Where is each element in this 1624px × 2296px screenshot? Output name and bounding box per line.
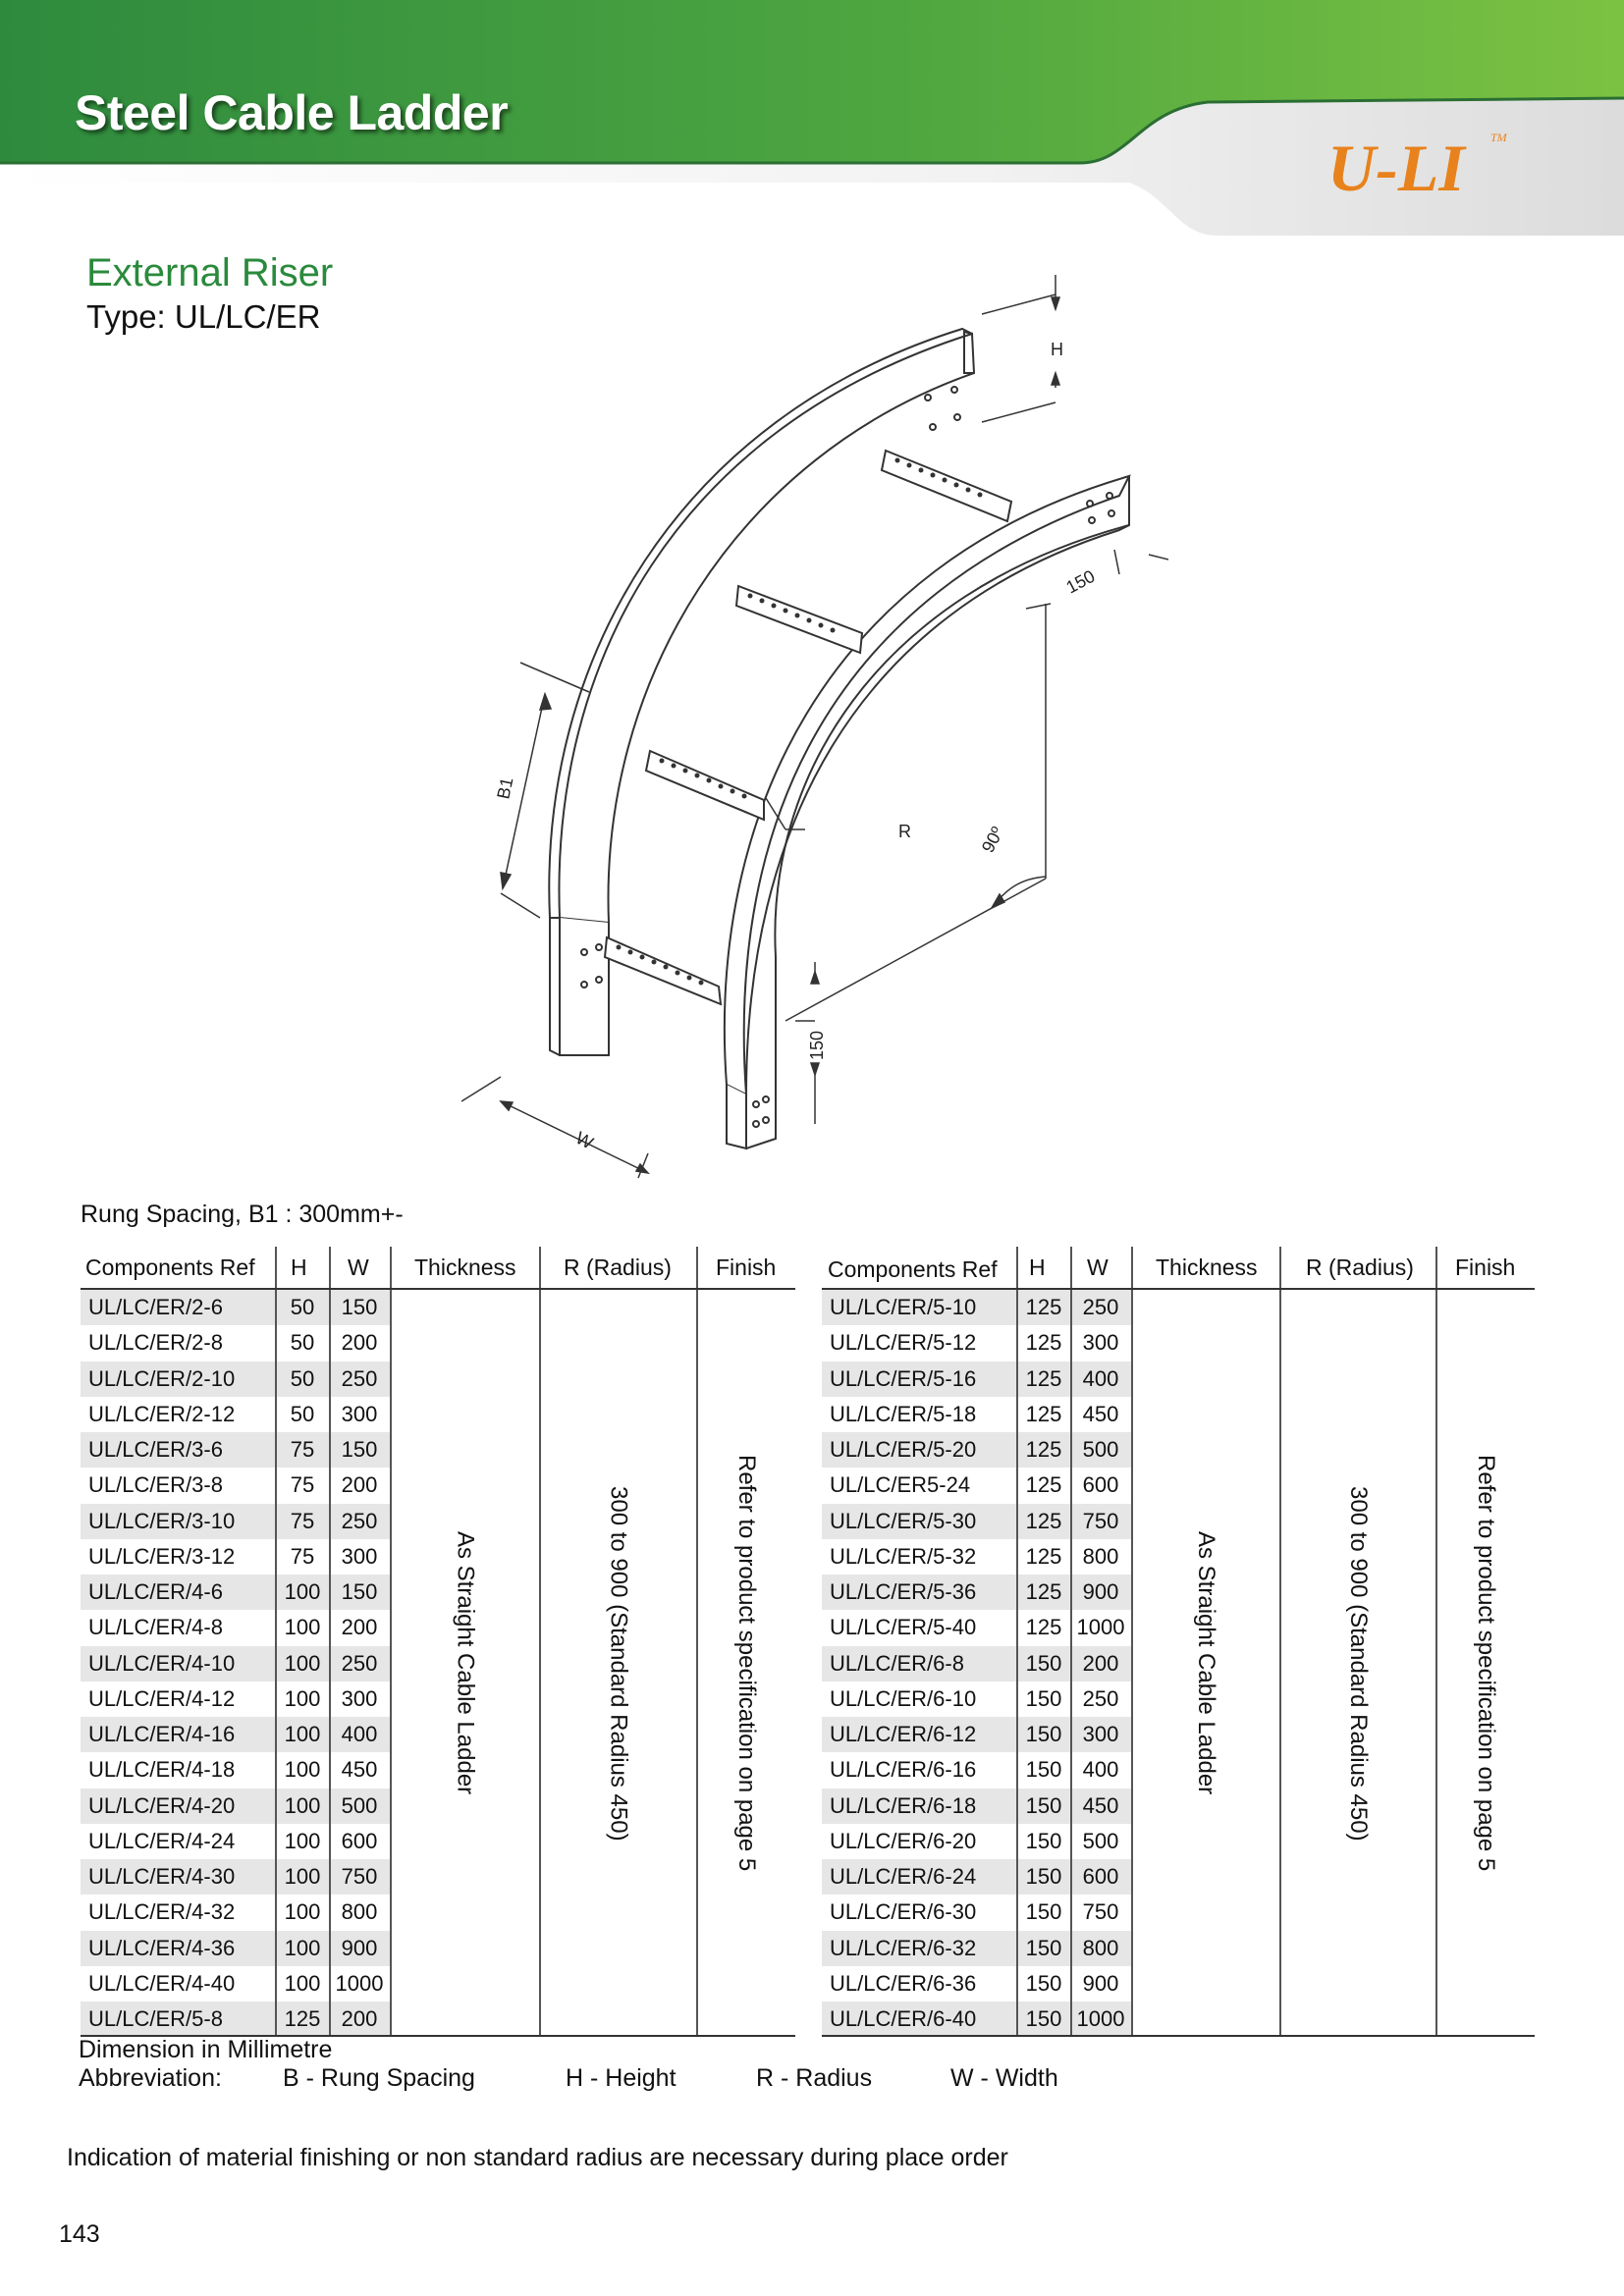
height-cell: 100	[284, 1828, 321, 1853]
height-cell: 125	[1017, 1504, 1070, 1539]
rung-1	[605, 937, 721, 1004]
width-cell: 300	[341, 1401, 378, 1426]
label-r: R	[898, 822, 911, 841]
width-cell: 400	[1070, 1362, 1131, 1397]
table-body	[81, 1290, 795, 2037]
thickness-value: As Straight Cable Ladder	[452, 1531, 479, 1795]
width-cell: 450	[1070, 1789, 1131, 1824]
height-cell: 150	[1025, 1970, 1062, 1996]
height-cell: 100	[276, 1646, 329, 1682]
section-type: Type: UL/LC/ER	[86, 298, 321, 335]
rung-3	[736, 586, 862, 653]
width-cell: 500	[1070, 1432, 1131, 1468]
component-ref-cell: UL/LC/ER/4-30	[81, 1859, 275, 1895]
radius-merged-cell	[540, 1290, 696, 2037]
component-ref-cell: UL/LC/ER/4-10	[81, 1646, 275, 1682]
abbreviation-line	[79, 2064, 1058, 2093]
header-w: W	[1087, 1255, 1109, 1280]
label-bottom-offset: 150	[807, 1030, 827, 1060]
height-cell: 150	[1025, 1685, 1062, 1711]
table-bottom-rule	[822, 2035, 1535, 2037]
header-radius: R (Radius)	[564, 1255, 672, 1280]
radius-merged-cell	[1280, 1290, 1435, 2037]
height-cell: 150	[1025, 1828, 1062, 1853]
width-cell: 300	[341, 1543, 378, 1569]
width-cell: 250	[1082, 1685, 1119, 1711]
header-finish: Finish	[716, 1255, 777, 1280]
component-ref-cell: UL/LC/ER/4-12	[88, 1685, 236, 1711]
header-components-ref: Components Ref	[85, 1255, 255, 1280]
width-cell: 300	[1082, 1330, 1119, 1356]
height-cell: 100	[284, 1615, 321, 1640]
component-ref-cell: UL/LC/ER/6-32	[822, 1931, 1016, 1966]
width-cell: 450	[341, 1757, 378, 1783]
height-cell: 75	[290, 1472, 315, 1498]
rung-2	[646, 751, 764, 820]
component-ref-cell: UL/LC/ER/6-18	[822, 1789, 1016, 1824]
label-angle: 90º	[977, 823, 1008, 856]
table-header	[822, 1247, 1535, 1290]
component-ref-cell: UL/LC/ER5-24	[830, 1472, 971, 1498]
component-ref-cell: UL/LC/ER/6-20	[830, 1828, 977, 1853]
component-ref-cell: UL/LC/ER/5-40	[830, 1615, 977, 1640]
width-cell: 750	[1082, 1899, 1119, 1925]
component-ref-cell: UL/LC/ER/6-36	[830, 1970, 977, 1996]
width-cell: 800	[1070, 1931, 1131, 1966]
height-cell: 125	[1025, 1472, 1062, 1498]
width-cell: 900	[1070, 1575, 1131, 1610]
height-cell: 150	[1025, 1899, 1062, 1925]
label-top-offset: 150	[1062, 565, 1099, 598]
header-thickness: Thickness	[1156, 1255, 1258, 1280]
height-cell: 75	[276, 1432, 329, 1468]
height-cell: 125	[1025, 1615, 1062, 1640]
dimension-note: Dimension in Millimetre	[79, 2036, 333, 2063]
component-ref-cell: UL/LC/ER/4-6	[81, 1575, 275, 1610]
order-note: Indication of material finishing or non standard radius are necessary during place order	[67, 2144, 1008, 2171]
label-h: H	[1051, 340, 1063, 359]
header-h: H	[291, 1255, 307, 1280]
page-number: 143	[59, 2220, 100, 2248]
component-ref-cell: UL/LC/ER/6-16	[830, 1757, 977, 1783]
label-b1: B1	[493, 775, 517, 801]
width-cell: 1000	[1076, 1615, 1125, 1640]
component-ref-cell: UL/LC/ER/5-30	[822, 1504, 1016, 1539]
abbreviation-h: H - Height	[566, 2064, 677, 2092]
component-ref-cell: UL/LC/ER/4-40	[88, 1970, 236, 1996]
component-ref-cell: UL/LC/ER/6-40	[822, 2002, 1016, 2037]
component-ref-cell: UL/LC/ER/3-8	[88, 1472, 223, 1498]
height-cell: 75	[290, 1543, 315, 1569]
radius-value: 300 to 900 (Standard Radius 450)	[1345, 1485, 1372, 1842]
component-ref-cell: UL/LC/ER/3-6	[81, 1432, 275, 1468]
component-ref-cell: UL/LC/ER/2-8	[88, 1330, 223, 1356]
height-cell: 100	[284, 1757, 321, 1783]
table-header	[81, 1247, 795, 1290]
component-ref-cell: UL/LC/ER/2-6	[81, 1290, 275, 1325]
height-cell: 75	[276, 1504, 329, 1539]
width-cell: 800	[1082, 1543, 1119, 1569]
header-w: W	[348, 1255, 369, 1280]
component-ref-cell: UL/LC/ER/4-24	[88, 1828, 236, 1853]
height-cell: 100	[276, 1575, 329, 1610]
component-ref-cell: UL/LC/ER/3-12	[88, 1543, 236, 1569]
component-ref-cell: UL/LC/ER/4-32	[88, 1899, 236, 1925]
width-cell: 250	[329, 1504, 390, 1539]
width-cell: 600	[1082, 1472, 1119, 1498]
height-cell: 125	[276, 2002, 329, 2037]
component-ref-cell: UL/LC/ER/6-30	[830, 1899, 977, 1925]
width-cell: 200	[1070, 1646, 1131, 1682]
height-cell: 150	[1017, 1859, 1070, 1895]
rung-4	[882, 451, 1011, 521]
height-cell: 125	[1017, 1290, 1070, 1325]
width-cell: 500	[1082, 1828, 1119, 1853]
thickness-merged-cell	[391, 1290, 539, 2037]
height-cell: 100	[276, 1789, 329, 1824]
component-ref-cell: UL/LC/ER/6-10	[830, 1685, 977, 1711]
height-cell: 125	[1025, 1543, 1062, 1569]
width-cell: 450	[1082, 1401, 1119, 1426]
component-ref-cell: UL/LC/ER/4-16	[81, 1717, 275, 1752]
width-cell: 750	[329, 1859, 390, 1895]
component-ref-cell: UL/LC/ER/5-36	[822, 1575, 1016, 1610]
width-cell: 200	[341, 1472, 378, 1498]
height-cell: 125	[1017, 1362, 1070, 1397]
components-table-left	[81, 1247, 795, 2037]
component-ref-cell: UL/LC/ER/3-10	[81, 1504, 275, 1539]
header-components-ref: Components Ref	[828, 1256, 998, 1282]
width-cell: 900	[1082, 1970, 1119, 1996]
height-cell: 125	[1017, 1575, 1070, 1610]
width-cell: 1000	[1070, 2002, 1131, 2037]
height-cell: 150	[1017, 1646, 1070, 1682]
width-cell: 750	[1070, 1504, 1131, 1539]
thickness-value: As Straight Cable Ladder	[1193, 1531, 1219, 1795]
height-cell: 125	[1025, 1330, 1062, 1356]
component-ref-cell: UL/LC/ER/2-12	[88, 1401, 236, 1426]
component-ref-cell: UL/LC/ER/4-20	[81, 1789, 275, 1824]
thickness-merged-cell	[1132, 1290, 1279, 2037]
component-ref-cell: UL/LC/ER/6-24	[822, 1859, 1016, 1895]
page-header	[0, 0, 1624, 236]
height-cell: 125	[1025, 1401, 1062, 1426]
width-cell: 250	[329, 1362, 390, 1397]
height-cell: 100	[284, 1899, 321, 1925]
component-ref-cell: UL/LC/ER/4-36	[81, 1931, 275, 1966]
width-cell: 1000	[335, 1970, 384, 1996]
width-cell: 400	[329, 1717, 390, 1752]
component-ref-cell: UL/LC/ER/6-12	[822, 1717, 1016, 1752]
component-ref-cell: UL/LC/ER/4-8	[88, 1615, 223, 1640]
brand-logo: U-LI	[1327, 131, 1465, 205]
header-thickness: Thickness	[414, 1255, 516, 1280]
component-ref-cell: UL/LC/ER/5-8	[81, 2002, 275, 2037]
width-cell: 150	[329, 1432, 390, 1468]
component-ref-cell: UL/LC/ER/6-8	[822, 1646, 1016, 1682]
component-ref-cell: UL/LC/ER/5-12	[830, 1330, 977, 1356]
height-cell: 50	[290, 1401, 315, 1426]
width-cell: 250	[329, 1646, 390, 1682]
width-cell: 250	[1070, 1290, 1131, 1325]
component-ref-cell: UL/LC/ER/5-18	[830, 1401, 977, 1426]
height-cell: 125	[1017, 1432, 1070, 1468]
rung-spacing-note: Rung Spacing, B1 : 300mm+-	[81, 1201, 404, 1228]
height-cell: 50	[290, 1330, 315, 1356]
width-cell: 400	[1082, 1757, 1119, 1783]
component-ref-cell: UL/LC/ER/2-10	[81, 1362, 275, 1397]
width-cell: 900	[329, 1931, 390, 1966]
header-h: H	[1029, 1255, 1046, 1280]
width-cell: 300	[1070, 1717, 1131, 1752]
abbreviation-r: R - Radius	[756, 2064, 873, 2092]
finish-merged-cell	[1436, 1290, 1535, 2037]
components-table-right	[822, 1247, 1535, 2037]
abbreviation-b: B - Rung Spacing	[283, 2064, 475, 2092]
label-w: W	[572, 1127, 597, 1153]
width-cell: 600	[1070, 1859, 1131, 1895]
width-cell: 200	[341, 1615, 378, 1640]
trademark-mark: TM	[1490, 131, 1507, 144]
height-cell: 100	[276, 1931, 329, 1966]
width-cell: 300	[341, 1685, 378, 1711]
width-cell: 150	[329, 1290, 390, 1325]
height-cell: 150	[1025, 1757, 1062, 1783]
width-cell: 800	[341, 1899, 378, 1925]
component-ref-cell: UL/LC/ER/4-18	[88, 1757, 236, 1783]
header-radius: R (Radius)	[1306, 1255, 1414, 1280]
riser-technical-drawing	[461, 270, 1168, 1212]
radius-value: 300 to 900 (Standard Radius 450)	[605, 1485, 632, 1842]
page-title: Steel Cable Ladder	[75, 85, 509, 140]
height-cell: 100	[284, 1685, 321, 1711]
section-title: External Riser	[86, 251, 334, 294]
width-cell: 200	[341, 1330, 378, 1356]
width-cell: 600	[341, 1828, 378, 1853]
height-cell: 50	[276, 1362, 329, 1397]
height-cell: 100	[284, 1970, 321, 1996]
width-cell: 200	[329, 2002, 390, 2037]
component-ref-cell: UL/LC/ER/5-32	[830, 1543, 977, 1569]
width-cell: 150	[329, 1575, 390, 1610]
height-cell: 100	[276, 1859, 329, 1895]
component-ref-cell: UL/LC/ER/5-10	[822, 1290, 1016, 1325]
component-ref-cell: UL/LC/ER/5-16	[822, 1362, 1016, 1397]
component-ref-cell: UL/LC/ER/5-20	[822, 1432, 1016, 1468]
height-cell: 150	[1017, 1717, 1070, 1752]
abbreviation-w: W - Width	[950, 2064, 1058, 2092]
height-cell: 150	[1017, 1789, 1070, 1824]
height-cell: 50	[276, 1290, 329, 1325]
height-cell: 150	[1017, 1931, 1070, 1966]
finish-value: Refer to product specification on page 5	[733, 1455, 760, 1872]
finish-merged-cell	[697, 1290, 795, 2037]
height-cell: 150	[1017, 2002, 1070, 2037]
finish-value: Refer to product specification on page 5	[1473, 1455, 1499, 1872]
abbreviation-label: Abbreviation:	[79, 2064, 222, 2092]
width-cell: 500	[329, 1789, 390, 1824]
height-cell: 100	[276, 1717, 329, 1752]
header-finish: Finish	[1455, 1255, 1516, 1280]
table-body	[822, 1290, 1535, 2037]
